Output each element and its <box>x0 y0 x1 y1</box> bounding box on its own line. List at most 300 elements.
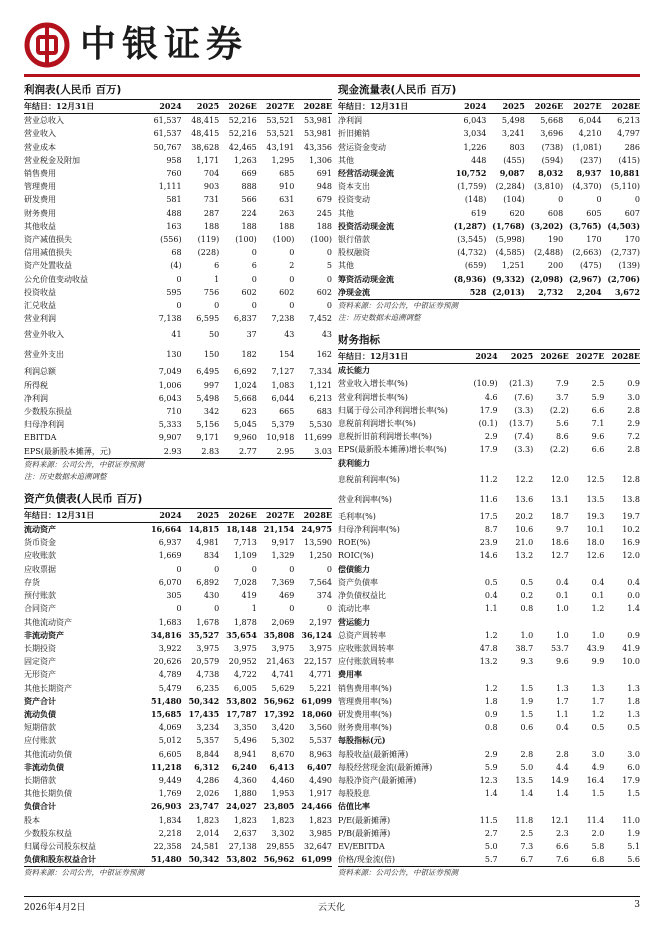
cell-value: 5,012 <box>158 736 182 746</box>
cell-value: (2,488) <box>534 248 564 258</box>
cell-value: 22,358 <box>153 841 182 851</box>
cell-value: (1,768) <box>492 220 525 231</box>
cell-value: 1.9 <box>627 828 640 838</box>
row-label: 筹资活动现金流 <box>338 273 394 284</box>
table-row <box>338 404 640 417</box>
cell-value: 5,479 <box>158 683 182 693</box>
cell-value: 2.9 <box>484 749 498 759</box>
row-label: 股本 <box>24 815 40 825</box>
cell-value: 1.4 <box>627 604 640 614</box>
cell-value: 3,302 <box>271 828 295 838</box>
balance-sheet-table <box>24 509 332 867</box>
cell-value: 2.83 <box>182 445 220 459</box>
row-label: 流动资产 <box>24 524 56 535</box>
table-row <box>24 721 332 734</box>
row-label: 营业利润率(%) <box>338 494 392 504</box>
cell-value: 68 <box>171 248 182 258</box>
table-row <box>338 259 640 272</box>
cell-value: 0.1 <box>556 591 569 601</box>
cell-value: 56,962 <box>263 695 295 706</box>
row-label: 估值比率 <box>338 801 370 812</box>
cell-value: 6,407 <box>306 761 332 772</box>
table-row <box>24 233 332 246</box>
table-row <box>338 443 640 456</box>
cell-value: 7,127 <box>271 367 295 377</box>
cell-value: 5.6 <box>556 419 569 429</box>
row-label: 净利润 <box>338 116 362 126</box>
cell-value: 5.8 <box>591 841 605 851</box>
row-label: 其他 <box>338 155 354 165</box>
cell-value: 1.5 <box>591 789 605 799</box>
row-label: 流动负债 <box>24 708 56 719</box>
cell-value: 760 <box>166 169 182 179</box>
cell-value: 0 <box>289 274 295 284</box>
cell-value: (237) <box>580 155 602 165</box>
left-column <box>24 80 332 879</box>
cell-value <box>569 668 605 681</box>
cell-value <box>569 800 605 813</box>
cell-value: 182 <box>241 350 257 360</box>
row-label: 无形资产 <box>24 670 56 680</box>
row-label: 其他 <box>338 261 354 271</box>
cell-value: 16.9 <box>622 538 640 548</box>
cell-value: 1.2 <box>484 630 498 640</box>
cell-value: 0 <box>289 604 295 614</box>
cell-value: (2,013) <box>486 286 524 300</box>
column-header-year: 2025 <box>182 100 220 114</box>
cell-value: 53,802 <box>226 695 257 706</box>
cell-value: 3,975 <box>271 643 295 653</box>
cell-value <box>604 457 640 470</box>
table-row <box>24 207 332 220</box>
cell-value: 0.0 <box>627 591 640 601</box>
row-label: 营业收入 <box>24 129 56 139</box>
row-label: 其他长期资产 <box>24 683 72 693</box>
cell-value: 3.7 <box>556 392 569 402</box>
cell-value: 9.9 <box>591 657 605 667</box>
cell-value: (3,202) <box>530 220 564 231</box>
cell-value <box>498 457 534 470</box>
cell-value: 12.6 <box>586 551 605 561</box>
table-row <box>338 536 640 549</box>
cell-value <box>462 616 498 629</box>
cell-value: 6,240 <box>231 761 257 772</box>
cell-value <box>604 800 640 813</box>
cell-value: 8.6 <box>556 432 569 442</box>
row-label: 信用减值损失 <box>24 248 72 258</box>
cell-value <box>569 734 605 747</box>
table-row <box>24 114 332 128</box>
table-row <box>24 682 332 695</box>
cell-value: (3,545) <box>457 235 487 245</box>
cell-value: 6,213 <box>617 116 640 126</box>
footer-page-number: 3 <box>634 900 640 910</box>
cell-value: 5 <box>326 261 332 271</box>
cell-value: 0.5 <box>627 723 640 733</box>
cell-value: 6,312 <box>194 761 220 772</box>
cell-value: 17,435 <box>188 708 220 719</box>
cell-value: 170 <box>624 235 640 245</box>
cell-value: 3,241 <box>501 129 525 139</box>
cell-value: (2,663) <box>572 248 602 258</box>
table-row <box>24 853 332 867</box>
table-header-row <box>338 100 640 114</box>
cell-value: 602 <box>316 287 332 297</box>
column-header-year: 2028E <box>602 100 640 114</box>
table-row <box>24 405 332 418</box>
cell-value: 6,413 <box>269 761 295 772</box>
category-row <box>338 616 640 629</box>
cell-value: 52,216 <box>228 129 257 139</box>
cell-value: (4,503) <box>607 220 640 231</box>
row-label: 应付账款 <box>24 736 56 746</box>
cell-value: 8,937 <box>576 168 602 179</box>
cell-value: (21.3) <box>509 379 534 389</box>
cell-value: 43 <box>321 330 332 340</box>
row-label: EBITDA <box>24 433 57 443</box>
cell-value: 245 <box>316 208 332 218</box>
cell-value <box>498 364 534 378</box>
cell-value: (2.2) <box>549 405 569 415</box>
cell-value: 756 <box>203 287 220 297</box>
cell-value: 6,044 <box>271 393 295 403</box>
cell-value: 1.5 <box>627 789 640 799</box>
cell-value: 12.2 <box>515 474 534 484</box>
cell-value: 12.0 <box>622 551 640 561</box>
row-label: 应付账款周转率 <box>338 657 394 667</box>
row-label: 存货 <box>24 577 40 587</box>
cell-value: 0.9 <box>627 630 640 640</box>
row-label: 营业利润增长率(%) <box>338 392 408 402</box>
cell-value: 4,286 <box>196 775 220 785</box>
cell-value: 18.7 <box>550 511 569 521</box>
cell-value: (4,585) <box>495 248 525 258</box>
row-label: 净现金流 <box>338 286 448 300</box>
table-row <box>24 193 332 206</box>
cell-value: 731 <box>203 195 220 205</box>
row-label: 其他流动资产 <box>24 617 72 627</box>
cell-value: 0.8 <box>520 604 534 614</box>
row-label: 获利能力 <box>338 457 370 468</box>
cell-value: 5,156 <box>196 420 220 430</box>
cell-value: 9.7 <box>556 525 569 535</box>
cell-value: 6 <box>251 261 257 271</box>
row-label: 负债和股东权益合计 <box>24 853 144 867</box>
table-row <box>338 814 640 827</box>
cell-value: 4,210 <box>578 129 602 139</box>
cell-value: 1.1 <box>484 604 498 614</box>
row-label: 营业成本 <box>24 142 56 152</box>
table-row <box>24 312 332 325</box>
cell-value: 2.7 <box>484 828 498 838</box>
cell-value: 1.4 <box>484 789 498 799</box>
table-row <box>24 840 332 853</box>
cell-value: 53,521 <box>266 116 295 126</box>
report-header <box>24 18 640 74</box>
table-row <box>338 523 640 536</box>
cell-value: 3,975 <box>196 643 220 653</box>
bank-of-china-logo-icon <box>24 22 70 68</box>
footer-company: 云天化 <box>318 903 346 913</box>
cell-value: 1.4 <box>520 789 534 799</box>
cell-value: 14.6 <box>479 551 498 561</box>
cell-value: 888 <box>241 182 257 192</box>
cell-value: 1.8 <box>484 696 498 706</box>
cell-value: 24,975 <box>301 524 332 535</box>
row-label: P/E(最新摊薄) <box>338 815 391 825</box>
cell-value: 61,537 <box>153 116 182 126</box>
cell-value: 595 <box>166 287 182 297</box>
cell-value: 5.0 <box>520 762 534 772</box>
cell-value: (9,332) <box>492 273 525 284</box>
income-note: 注：历史数据未追溯调整 <box>24 471 107 481</box>
cell-value: 10,752 <box>455 168 487 179</box>
cell-value: 1,823 <box>309 815 332 825</box>
cell-value: 1,250 <box>309 551 332 561</box>
cell-value: 18.0 <box>586 538 605 548</box>
cell-value: 803 <box>509 142 525 152</box>
cell-value: 6,837 <box>233 314 257 324</box>
row-label: 其他 <box>338 208 354 218</box>
cell-value: 17,392 <box>263 708 295 719</box>
cell-value: 11.2 <box>479 474 498 484</box>
table-row <box>24 259 332 272</box>
cell-value: 3.0 <box>591 749 605 759</box>
cell-value: 834 <box>203 551 220 561</box>
cell-value: 9.3 <box>520 657 534 667</box>
cell-value: 1,295 <box>271 155 295 165</box>
cell-value: (0.1) <box>478 419 498 429</box>
cell-value: 43 <box>284 330 295 340</box>
table-row <box>338 655 640 668</box>
table-row <box>24 549 332 562</box>
cell-value: 6,043 <box>158 393 182 403</box>
row-label: 净负债权益比 <box>338 591 386 601</box>
cell-value: 0.4 <box>591 577 605 587</box>
cell-value: 11.5 <box>479 815 498 825</box>
cell-value: 12.3 <box>479 775 498 785</box>
cell-value: 1.2 <box>591 604 605 614</box>
footer-rule <box>24 896 640 897</box>
cell-value: 4,797 <box>617 129 640 139</box>
cell-value: 26,903 <box>150 801 182 812</box>
cell-value <box>604 616 640 629</box>
cell-value: (104) <box>503 195 525 205</box>
cell-value <box>533 616 569 629</box>
cell-value: 53,521 <box>266 129 295 139</box>
cell-value: 188 <box>241 221 257 231</box>
row-label: 管理费用 <box>24 182 56 192</box>
cell-value: 685 <box>279 169 295 179</box>
cell-value: 0 <box>251 248 257 258</box>
table-row <box>24 668 332 681</box>
cell-value: 623 <box>241 407 257 417</box>
row-label: 利润总额 <box>24 367 56 377</box>
cell-value: 0 <box>214 604 220 614</box>
cell-value <box>498 668 534 681</box>
cell-value: 5.9 <box>484 762 498 772</box>
cell-value: 0 <box>176 564 182 574</box>
cell-value: 1,834 <box>158 815 182 825</box>
table-row <box>24 167 332 180</box>
table-row <box>24 800 332 813</box>
cell-value: 5,498 <box>501 116 525 126</box>
cell-value: 13.1 <box>550 494 569 504</box>
cell-value: 0 <box>176 301 182 311</box>
cell-value: 1.3 <box>556 683 569 693</box>
cell-value: 5,221 <box>309 683 332 693</box>
cell-value: 0.5 <box>520 577 534 587</box>
table-row <box>24 445 332 459</box>
cell-value: 16.4 <box>586 775 605 785</box>
table-row <box>24 220 332 233</box>
table-row <box>338 708 640 721</box>
cell-value: 1,683 <box>158 617 182 627</box>
column-header-year: 2026E <box>219 509 257 523</box>
table-row <box>338 430 640 443</box>
cell-value: 6,213 <box>309 393 332 403</box>
cell-value: (2,737) <box>610 248 640 258</box>
cell-value: 4,460 <box>271 775 295 785</box>
cash-flow-title: 现金流量表(人民币 百万) <box>338 80 640 100</box>
cell-value: 35,654 <box>226 629 257 640</box>
row-label: 非流动负债 <box>24 761 64 772</box>
table-row <box>338 167 640 180</box>
row-label: 应收账款周转率 <box>338 643 394 653</box>
column-header-year: 2027E <box>563 100 601 114</box>
cell-value: 3,350 <box>233 723 257 733</box>
cell-value: 200 <box>547 261 564 271</box>
cell-value: (1,287) <box>453 220 487 231</box>
row-label: 短期借款 <box>24 723 56 733</box>
cell-value: 6,605 <box>158 749 182 759</box>
table-row <box>338 682 640 695</box>
table-row <box>24 536 332 549</box>
cell-value: 61,099 <box>301 695 332 706</box>
cell-value: 6,495 <box>196 367 220 377</box>
cell-value: 130 <box>166 350 182 360</box>
cell-value: (2,706) <box>607 273 640 284</box>
cell-value: 162 <box>316 350 332 360</box>
cell-value: 374 <box>316 591 332 601</box>
cell-value: 6.6 <box>556 841 569 851</box>
cell-value: 21.0 <box>515 538 534 548</box>
cell-value: 35,808 <box>263 629 295 640</box>
row-label: 净利润 <box>24 393 48 403</box>
cell-value: 17.9 <box>479 405 498 415</box>
row-label: 销售费用 <box>24 169 56 179</box>
cell-value: 0 <box>558 195 564 205</box>
cell-value: (659) <box>464 261 487 271</box>
cell-value: 1,917 <box>309 789 332 799</box>
column-header-fiscal: 年结日：12月31日 <box>338 100 448 114</box>
cell-value: 6,043 <box>463 116 487 126</box>
cell-value: 43,356 <box>304 142 332 152</box>
row-label: 每股股息 <box>338 789 370 799</box>
column-header-year: 2024 <box>462 350 498 364</box>
cell-value <box>533 668 569 681</box>
cell-value: 2.77 <box>219 445 257 459</box>
cell-value: 37 <box>246 330 257 340</box>
row-label: 成长能力 <box>338 365 370 376</box>
row-label: 少数股东损益 <box>24 407 72 417</box>
cell-value: 0.9 <box>484 709 498 719</box>
cell-value: 2.9 <box>627 419 640 429</box>
cell-value: 3.03 <box>294 445 332 459</box>
cell-value: 53,981 <box>304 129 332 139</box>
table-row <box>338 576 640 589</box>
cell-value <box>498 800 534 813</box>
row-label: EPS(最新股本摊薄)增长率(%) <box>338 445 447 455</box>
cell-value: 4,789 <box>158 670 182 680</box>
cell-value: 1,083 <box>271 380 295 390</box>
cell-value: 0 <box>176 274 182 284</box>
cell-value: 20,579 <box>191 657 220 667</box>
table-row <box>338 748 640 761</box>
cell-value: 1,823 <box>196 815 220 825</box>
cell-value: 620 <box>509 208 525 218</box>
row-label: 应收账款 <box>24 551 56 561</box>
row-label: 负债合计 <box>24 801 56 812</box>
table-row <box>338 220 640 233</box>
cell-value: 7.9 <box>556 379 569 389</box>
cell-value: 190 <box>547 235 564 245</box>
table-row <box>24 787 332 800</box>
ratios-source: 资料来源：公司公告，中银证券预测 <box>338 868 458 878</box>
row-label: 每股指标(元) <box>338 735 386 746</box>
cell-value: 2.0 <box>591 828 605 838</box>
cell-value: 0.9 <box>627 379 640 389</box>
table-row <box>338 470 640 490</box>
table-row <box>338 490 640 510</box>
cell-value: 41 <box>171 330 182 340</box>
cell-value <box>462 364 498 378</box>
cell-value: 2.3 <box>556 828 569 838</box>
cell-value: 2.5 <box>520 828 534 838</box>
cell-value: 3.0 <box>627 392 640 402</box>
row-label: 货币资金 <box>24 538 56 548</box>
cell-value: 12.8 <box>622 474 640 484</box>
table-row <box>338 141 640 154</box>
row-label: 其他收益 <box>24 221 56 231</box>
cell-value: 17.9 <box>622 775 640 785</box>
row-label: 公允价值变动收益 <box>24 274 88 284</box>
cell-value: 7,138 <box>158 314 182 324</box>
cell-value: 52,216 <box>228 116 257 126</box>
cell-value: 188 <box>279 221 295 231</box>
table-row <box>24 655 332 668</box>
cell-value <box>569 616 605 629</box>
cell-value <box>604 734 640 747</box>
cell-value: 3,922 <box>158 643 182 653</box>
cell-value: 23,805 <box>263 801 295 812</box>
cell-value: (3,810) <box>534 182 564 192</box>
cell-value: 14.9 <box>550 775 569 785</box>
income-statement-table <box>24 100 332 459</box>
cell-value: 0.4 <box>556 577 569 587</box>
table-row <box>338 840 640 853</box>
cell-value: 41.9 <box>622 643 640 653</box>
row-label: 资本支出 <box>338 182 370 192</box>
cell-value: 35,527 <box>188 629 220 640</box>
cell-value: 7.6 <box>533 853 569 867</box>
cell-value: (3.3) <box>514 445 534 455</box>
cell-value: 0.5 <box>591 723 605 733</box>
cell-value <box>462 668 498 681</box>
row-label: 折旧摊销 <box>338 129 370 139</box>
cell-value: (228) <box>197 248 220 258</box>
cell-value: 1,226 <box>463 142 487 152</box>
